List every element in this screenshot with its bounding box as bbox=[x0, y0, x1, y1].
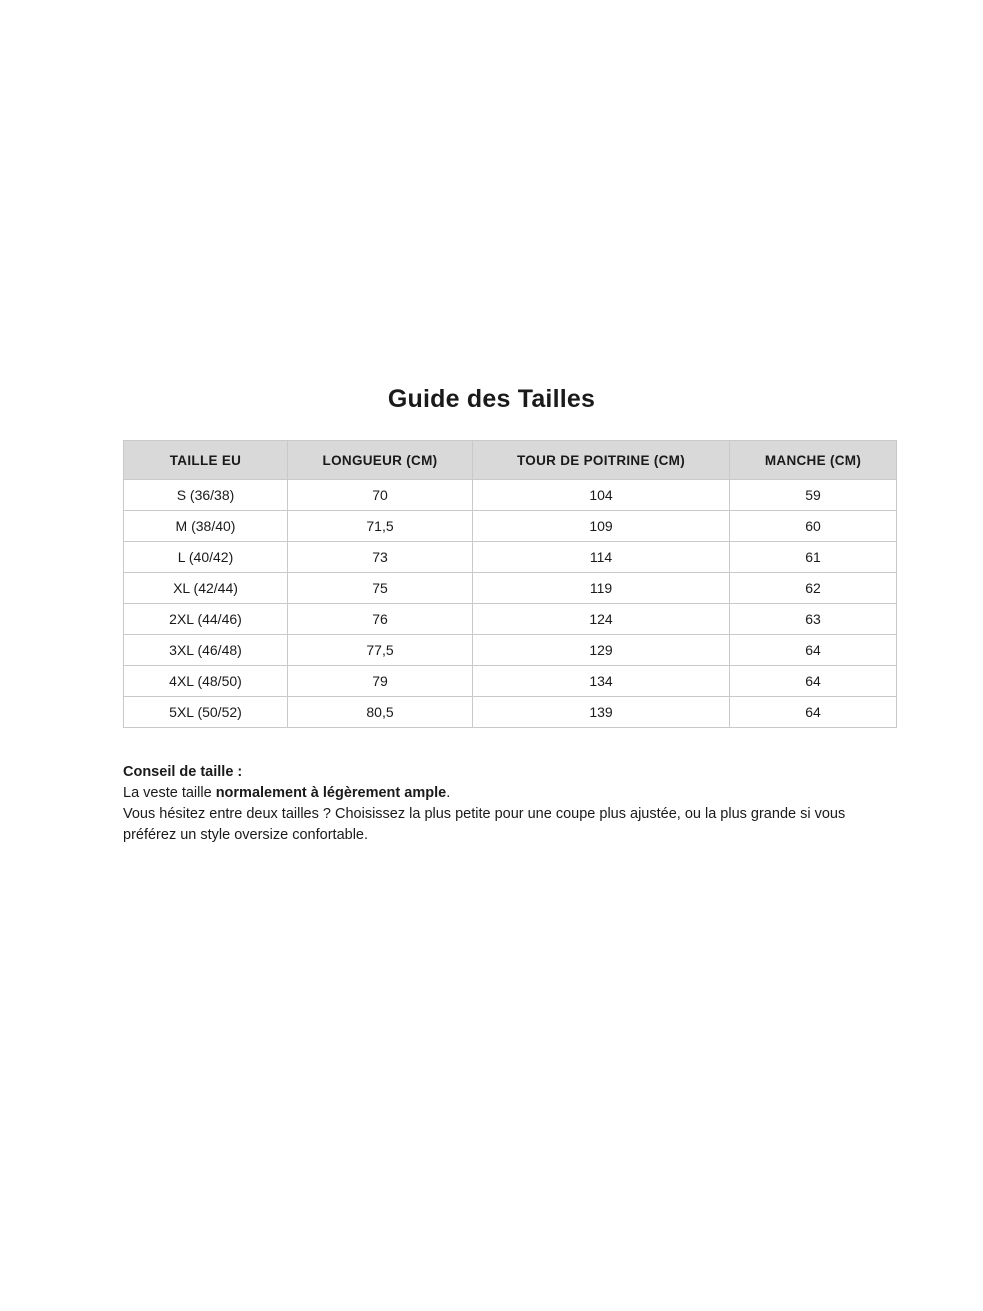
cell-length: 73 bbox=[288, 542, 473, 573]
size-advice-line-1-suffix: . bbox=[446, 785, 451, 801]
table-row bbox=[124, 542, 897, 573]
size-advice-heading: Conseil de taille : bbox=[123, 764, 243, 780]
cell-length: 76 bbox=[288, 604, 473, 635]
cell-size: S (36/38) bbox=[124, 480, 288, 511]
cell-chest: 119 bbox=[473, 573, 730, 604]
cell-chest: 129 bbox=[473, 635, 730, 666]
cell-chest: 124 bbox=[473, 604, 730, 635]
cell-chest: 104 bbox=[473, 480, 730, 511]
cell-sleeve: 61 bbox=[730, 542, 897, 573]
table-row bbox=[124, 573, 897, 604]
size-advice bbox=[123, 762, 853, 846]
cell-length: 75 bbox=[288, 573, 473, 604]
size-advice-line-1-emphasis: normalement à légèrement ample bbox=[215, 785, 447, 801]
cell-length: 79 bbox=[288, 666, 473, 697]
table-header-row bbox=[124, 441, 897, 480]
size-chart-table bbox=[123, 440, 897, 728]
cell-sleeve: 64 bbox=[730, 635, 897, 666]
column-header-length: LONGUEUR (CM) bbox=[288, 441, 473, 480]
cell-size: 3XL (46/48) bbox=[124, 635, 288, 666]
column-header-size: TAILLE EU bbox=[124, 441, 288, 480]
cell-sleeve: 59 bbox=[730, 480, 897, 511]
cell-chest: 109 bbox=[473, 511, 730, 542]
column-header-sleeve: MANCHE (CM) bbox=[730, 441, 897, 480]
cell-size: 4XL (48/50) bbox=[124, 666, 288, 697]
column-header-chest: TOUR DE POITRINE (CM) bbox=[473, 441, 730, 480]
cell-size: M (38/40) bbox=[124, 511, 288, 542]
cell-size: XL (42/44) bbox=[124, 573, 288, 604]
cell-sleeve: 64 bbox=[730, 697, 897, 728]
size-advice-line-2: Vous hésitez entre deux tailles ? Choisissez la plus petite pour une coupe plus ajustée, ou la plus grande si vous préférez un style oversize confortable. bbox=[123, 806, 846, 843]
cell-length: 70 bbox=[288, 480, 473, 511]
cell-size: 5XL (50/52) bbox=[124, 697, 288, 728]
cell-chest: 114 bbox=[473, 542, 730, 573]
cell-length: 80,5 bbox=[288, 697, 473, 728]
table-row bbox=[124, 604, 897, 635]
size-advice-line-1-prefix: La veste taille bbox=[123, 785, 216, 801]
table-row bbox=[124, 666, 897, 697]
page-title: Guide des Tailles bbox=[387, 385, 596, 413]
cell-sleeve: 63 bbox=[730, 604, 897, 635]
table-body bbox=[124, 480, 897, 728]
cell-length: 77,5 bbox=[288, 635, 473, 666]
size-guide-block bbox=[123, 385, 860, 846]
table-row bbox=[124, 635, 897, 666]
table-row bbox=[124, 697, 897, 728]
table-row bbox=[124, 511, 897, 542]
table-header bbox=[124, 441, 897, 480]
cell-length: 71,5 bbox=[288, 511, 473, 542]
cell-sleeve: 64 bbox=[730, 666, 897, 697]
table-row bbox=[124, 480, 897, 511]
cell-size: L (40/42) bbox=[124, 542, 288, 573]
cell-chest: 134 bbox=[473, 666, 730, 697]
cell-size: 2XL (44/46) bbox=[124, 604, 288, 635]
cell-chest: 139 bbox=[473, 697, 730, 728]
cell-sleeve: 60 bbox=[730, 511, 897, 542]
size-advice-line-1 bbox=[123, 783, 853, 804]
cell-sleeve: 62 bbox=[730, 573, 897, 604]
